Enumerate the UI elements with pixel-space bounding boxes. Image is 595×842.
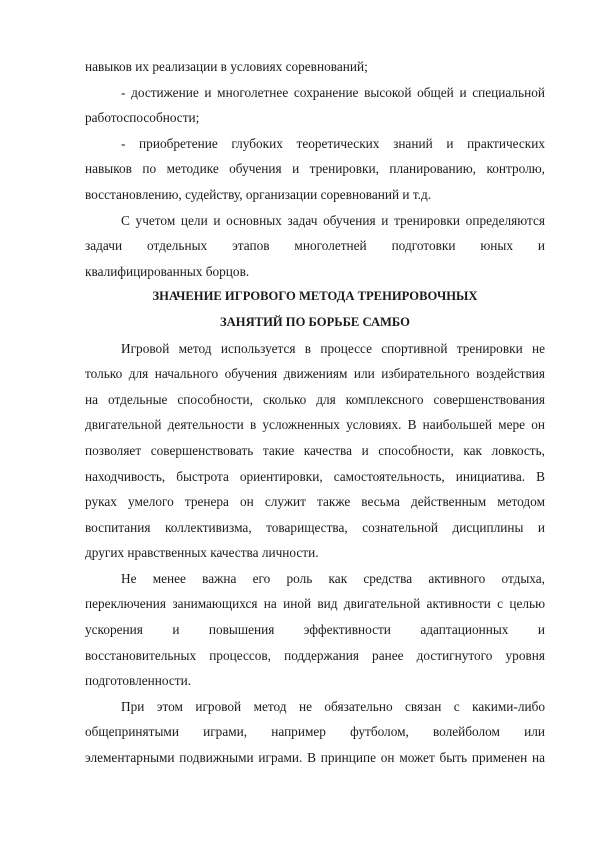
- text-line: навыков по методике обучения и тренировки, планированию, контролю,: [85, 161, 545, 177]
- text-line: навыков их реализации в условиях соревнований;: [85, 59, 368, 74]
- text-line: других нравственных качества личности.: [85, 545, 319, 561]
- text-line: только для начального обучения движениям или избирательного воздействия: [85, 366, 545, 382]
- text-line: элементарными подвижными играми. В принципе он может быть применен на: [85, 750, 545, 766]
- section-heading: ЗАНЯТИЙ ПО БОРЬБЕ САМБО: [220, 314, 410, 329]
- text-line: - приобретение глубоких теоретических знаний и практических: [121, 135, 545, 151]
- text-line: двигательной деятельности в усложненных условиях. В наибольшей мере он: [85, 417, 545, 433]
- text-line: Не менее важна его роль как средства активного отдыха,: [121, 570, 545, 586]
- text-line: подготовленности.: [85, 673, 192, 689]
- text-line: на отдельные способности, сколько для комплексного совершенствования: [85, 391, 545, 407]
- text-line: восстановлению, судейству, организации соревнований и т.д.: [85, 186, 432, 202]
- text-line: ускорения и повышения эффективности адаптационных и: [85, 622, 545, 638]
- text-line: воспитания коллективизма, товарищества, сознательной дисциплины и: [85, 519, 545, 535]
- text-line: общепринятыми играми, например футболом, волейболом или: [85, 724, 545, 740]
- text-line: восстановительных процессов, поддержания ранее достигнутого уровня: [85, 647, 545, 663]
- text-line: руках умелого тренера он служит также весьма действенным методом: [85, 494, 545, 510]
- document-page: [85, 58, 545, 775]
- text-line: квалифицированных борцов.: [85, 263, 250, 279]
- text-line: Игровой метод используется в процессе спортивной тренировки не: [121, 340, 545, 356]
- text-line: переключения занимающихся на иной вид двигательной активности с целью: [85, 596, 545, 612]
- text-line: позволяет совершенствовать такие качества и способности, как ловкость,: [85, 442, 545, 458]
- text-line: работоспособности;: [85, 110, 200, 126]
- text-line: С учетом цели и основных задач обучения и тренировки определяются: [121, 212, 545, 228]
- text-line: - достижение и многолетнее сохранение высокой общей и специальной: [121, 84, 545, 100]
- section-heading: ЗНАЧЕНИЕ ИГРОВОГО МЕТОДА ТРЕНИРОВОЧНЫХ: [152, 289, 478, 304]
- text-line: задачи отдельных этапов многолетней подготовки юных и: [85, 238, 545, 254]
- text-line: При этом игровой метод не обязательно связан с какими-либо: [121, 698, 545, 714]
- text-line: находчивость, быстрота ориентировки, самостоятельность, инициатива. В: [85, 468, 545, 484]
